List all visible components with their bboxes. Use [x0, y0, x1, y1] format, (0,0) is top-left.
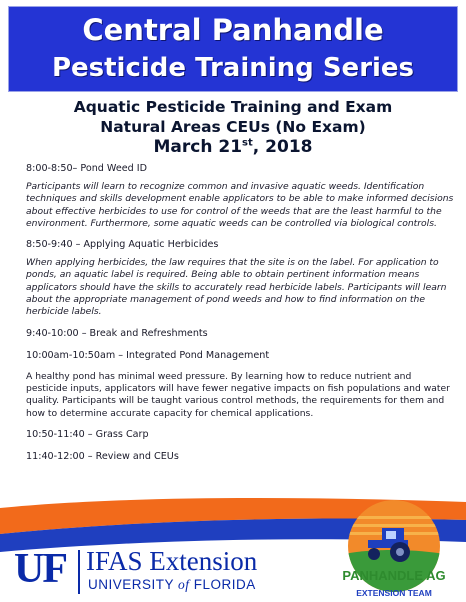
ifas-extension-text: IFAS Extension	[86, 546, 258, 576]
banner-title: Central Panhandle	[82, 13, 384, 47]
session-description: Participants will learn to recognize common and invasive aquatic weeds. Identification techniques and skills development enable applicators to be able to make informed decisions about effective herbicides to use for control of the weeds that are the least harmful to the environment. Furthermore, some aquatic weeds can be controlled via biological controls.	[26, 181, 454, 229]
schedule	[26, 163, 454, 469]
panhandle-ag-logo	[332, 496, 458, 602]
session-title: 9:40-10:00 – Break and Refreshments	[26, 327, 208, 339]
session-title: 10:50-11:40 – Grass Carp	[26, 428, 149, 440]
uf-letters: UF	[14, 546, 66, 592]
session-description: A healthy pond has minimal weed pressure. By learning how to reduce nutrient and pesticide inputs, applicators will have fewer negative impacts on fish populations and water quality. Participants will be taught various control methods, the requirements for them and how to determine accurate capacity for chemical applications.	[26, 370, 450, 419]
uf-ifas-logo	[14, 546, 334, 596]
title-banner	[8, 6, 458, 92]
event-title: Aquatic Pesticide Training and Exam	[73, 98, 393, 116]
session-title: 11:40-12:00 – Review and CEUs	[26, 450, 179, 462]
session-title: 8:00-8:50– Pond Weed ID	[26, 163, 148, 174]
event-subtitle: Natural Areas CEUs (No Exam)	[100, 118, 366, 136]
session-title: 10:00am-10:50am – Integrated Pond Management	[26, 349, 270, 361]
session-applying-herbicides	[26, 239, 454, 318]
session-review	[26, 451, 454, 463]
session-title: 8:50-9:40 – Applying Aquatic Herbicides	[26, 239, 219, 251]
session-pond-weed-id	[26, 163, 454, 230]
university-text: UNIVERSITY of FLORIDA	[88, 577, 256, 592]
session-description: When applying herbicides, the law requires that the site is on the label. For application to ponds, an aquatic label is required. Being able to obtain pertinent information means applicators should have the skills to accurately read herbicide labels. Participants will learn about the appropriate management of pond weeds and how to find information on the herbicide labels.	[26, 257, 447, 318]
event-date: March 21st, 2018	[153, 137, 313, 157]
ag-logo-subtitle: EXTENSION TEAM	[356, 588, 432, 598]
session-integrated-pond-management	[26, 350, 454, 420]
banner-subtitle: Pesticide Training Series	[51, 53, 415, 83]
session-grass-carp	[26, 429, 454, 441]
ag-logo-title: PANHANDLE AG	[342, 568, 446, 583]
session-break	[26, 328, 454, 340]
logo-divider	[78, 550, 80, 594]
event-heading	[0, 97, 466, 158]
